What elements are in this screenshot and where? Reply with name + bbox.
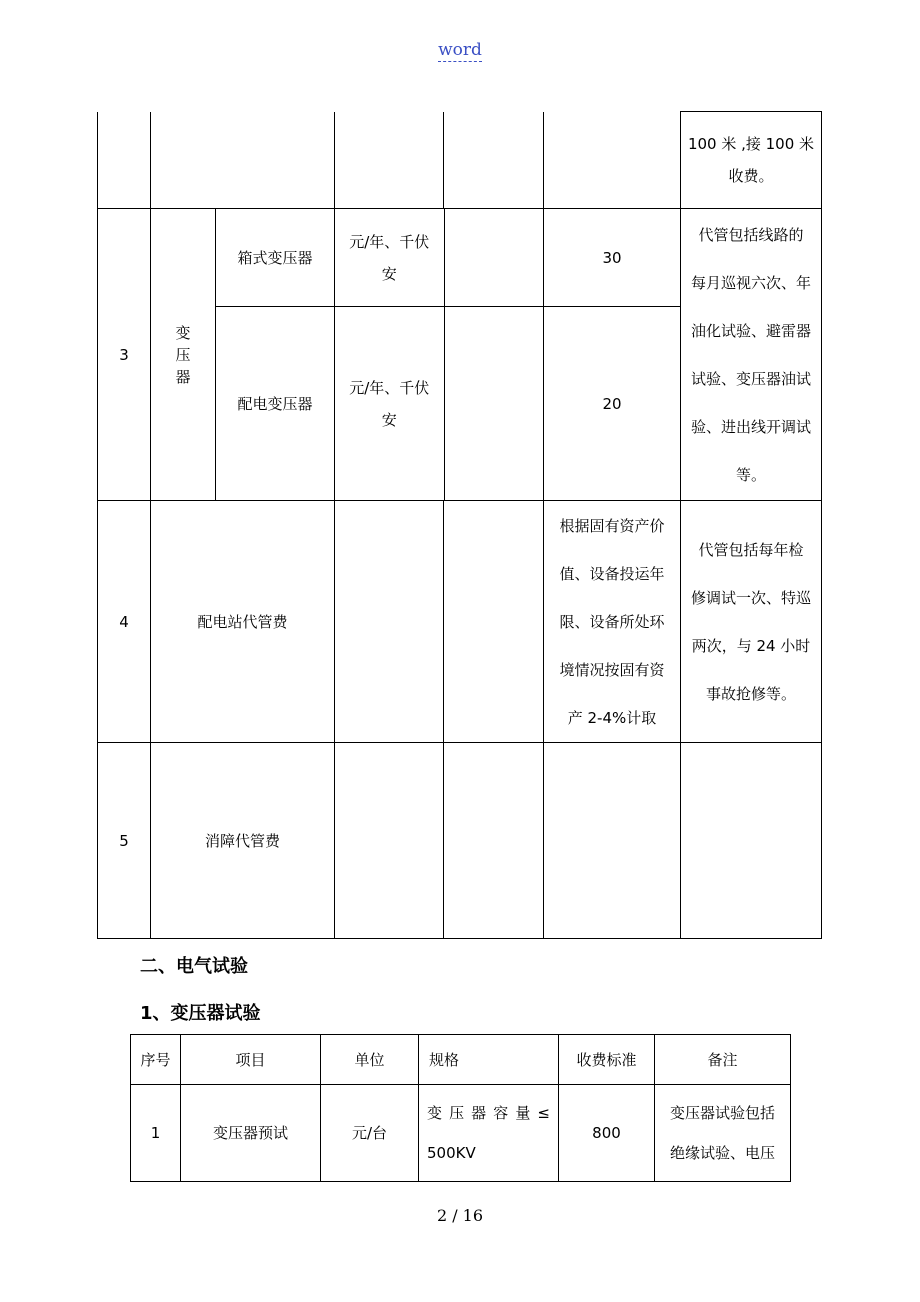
row-number: 5 [98,743,151,939]
header-item: 项目 [181,1035,321,1085]
item-name: 箱式变压器 [216,209,335,307]
remark-line: 绝缘试验、电压 [669,1144,775,1162]
fee-text-cell [544,501,681,743]
fee-line: 产 2-4%计取 [567,708,657,727]
unit-text [335,307,444,500]
fee-line: 值、设备投运年 [559,564,665,583]
category-char: 压 [175,345,191,364]
table-cell [335,743,444,939]
category-char: 变 [175,323,191,342]
page-number: 2 / 16 [436,1206,484,1225]
unit-line: 安 [381,264,397,283]
unit-line: 元/年、千伏 [349,378,430,397]
item-name: 消障代管费 [151,743,335,939]
remark-cell [655,1085,791,1182]
table-row [98,743,822,939]
unit-value: 元/台 [321,1085,419,1182]
unit-split [335,209,543,306]
unit-line: 元/年、千伏 [349,232,430,251]
table-cell [98,112,151,209]
table-cell [544,743,681,939]
remark-line: 每月巡视六次、年 [690,273,811,292]
section-heading: 二、电气试验 [140,956,248,977]
unit-split [335,307,543,500]
header-no: 序号 [131,1035,181,1085]
item-name: 配电站代管费 [151,501,335,743]
fee-line: 限、设备所处环 [559,612,665,631]
row-number: 3 [98,209,151,501]
row-number: 1 [131,1085,181,1182]
table-cell [544,112,681,209]
fee-value: 20 [544,307,681,501]
remark-line: 试验、变压器油试 [690,369,811,388]
category-cell [151,209,216,501]
table-cell [444,112,544,209]
remark-line: 变压器试验包括 [669,1104,775,1122]
remark-line: 代管包括每年检 [698,540,804,559]
remark-line: 事故抢修等。 [705,684,796,703]
remark-line: 油化试验、避雷器 [690,321,811,340]
remark-cell [681,112,822,209]
header-spec: 规格 [419,1035,559,1085]
table-cell [151,112,335,209]
table-cell [444,743,544,939]
fee-line: 境情况按固有资 [559,660,665,679]
row-number: 4 [98,501,151,743]
unit-cell [335,307,544,501]
remark-line: 代管包括线路的 [698,225,804,244]
remark-cell [681,501,822,743]
fee-value: 800 [559,1085,655,1182]
spec-line: 变 压 器 容 量 ≤ [427,1104,550,1122]
header-unit: 单位 [321,1035,419,1085]
fee-table-continued [97,111,822,939]
unit-text [335,209,444,306]
remark-line: 两次，与 24 小时 [691,636,811,655]
remark-line: 100 米 ,接 100 米 [687,135,815,153]
remark-line: 等。 [735,465,766,484]
transformer-test-table [130,1034,791,1182]
remark-line: 收费。 [728,167,774,185]
unit-line: 安 [381,410,397,429]
fee-value: 30 [544,209,681,307]
empty-cell [444,307,543,500]
table-cell [335,112,444,209]
header-fee: 收费标准 [559,1035,655,1085]
table-cell [444,501,544,743]
spec-cell [419,1085,559,1182]
item-name: 配电变压器 [216,307,335,501]
remark-line: 修调试一次、特巡 [690,588,811,607]
table-row [98,209,822,307]
header-word-link[interactable]: word [438,40,482,60]
empty-cell [444,209,543,306]
table-row [131,1085,791,1182]
table-row [98,501,822,743]
category-char: 器 [175,367,191,386]
subsection-heading: 1、变压器试验 [140,1003,261,1024]
spec-line: 500KV [427,1144,476,1162]
table-row [98,112,822,209]
header-remark: 备注 [655,1035,791,1085]
fee-line: 根据固有资产价 [559,516,665,535]
table-header-row [131,1035,791,1085]
table-cell [681,743,822,939]
unit-cell [335,209,544,307]
table-cell [335,501,444,743]
remark-line: 验、进出线开调试 [690,417,811,436]
remark-cell [681,209,822,501]
item-name: 变压器预试 [181,1085,321,1182]
